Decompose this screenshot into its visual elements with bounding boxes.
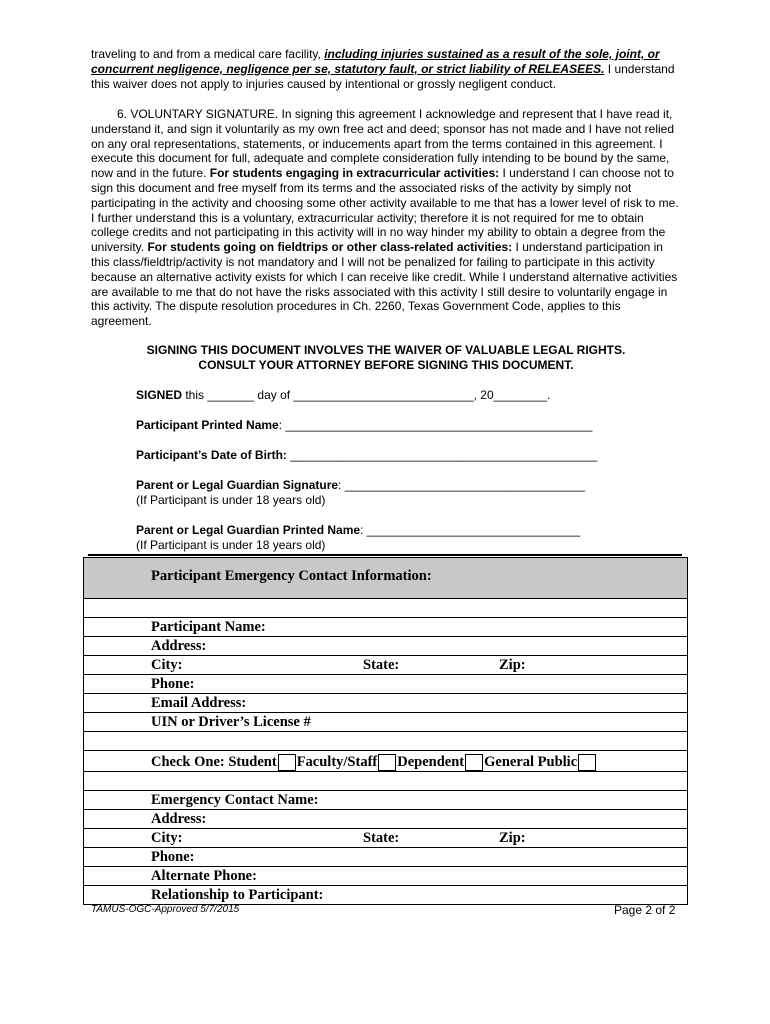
check-one-label: Check One: Student — [151, 754, 277, 770]
zip-label: Zip: — [499, 830, 526, 846]
negligence-clause: including injuries sustained as a result of the sole, joint, or concurrent negligence, negligence per se, statutory fault, or strict liability of RELEASEES. — [91, 47, 660, 76]
printed-name-label: Participant Printed Name — [136, 418, 279, 432]
table-row[interactable] — [84, 656, 688, 675]
table-row[interactable] — [84, 791, 688, 810]
city-label: City: — [151, 830, 183, 846]
table-row[interactable] — [84, 675, 688, 694]
state-label: State: — [363, 830, 400, 846]
table-row — [84, 751, 688, 772]
emergency-address-field[interactable]: Address: — [84, 810, 688, 829]
uin-license-field[interactable]: UIN or Driver’s License # — [84, 713, 688, 732]
divider — [88, 554, 682, 556]
table-row — [84, 599, 688, 618]
warning-line: SIGNING THIS DOCUMENT INVOLVES THE WAIVER OF VALUABLE LEGAL RIGHTS. — [146, 343, 626, 357]
section-text: 6. VOLUNTARY SIGNATURE. In signing this agreement I acknowledge and represent that I have read it, understand it, and sign it voluntarily as my own free act and deed; sponsor has not made and I have not relied on any oral representations, statements, or inducements apart from the terms contained in this agreement. I execute this document for full, adequate and complete consideration fully intending to be bound by the same, now and in the future. — [91, 107, 675, 181]
check-one-row — [84, 751, 688, 772]
table-row[interactable] — [84, 618, 688, 637]
table-row[interactable] — [84, 713, 688, 732]
guardian-name-blank: : ________________________________ — [360, 523, 581, 537]
table-cell — [84, 599, 688, 618]
faculty-staff-checkbox[interactable] — [378, 754, 396, 771]
signed-date-line[interactable] — [136, 388, 550, 403]
fieldtrip-heading: For students going on fieldtrips or other class-related activities: — [147, 240, 513, 255]
participant-address-field[interactable]: Address: — [84, 637, 688, 656]
under-18-note: (If Participant is under 18 years old) — [136, 493, 326, 507]
printed-name-blank: : ______________________________________________ — [278, 418, 593, 432]
waiver-paragraph-continuation — [91, 47, 681, 91]
zip-label: Zip: — [499, 657, 526, 673]
table-row[interactable] — [84, 848, 688, 867]
guardian-signature-label: Parent or Legal Guardian Signature — [136, 478, 339, 492]
table-row[interactable] — [84, 867, 688, 886]
under-18-note: (If Participant is under 18 years old) — [136, 538, 326, 552]
dob-blank: ______________________________________________ — [286, 448, 598, 462]
general-public-checkbox[interactable] — [578, 754, 596, 771]
participant-city-state-zip[interactable] — [84, 656, 688, 675]
emergency-contact-table — [83, 557, 688, 905]
city-label: City: — [151, 657, 183, 673]
dob-label: Participant’s Date of Birth: — [136, 448, 287, 462]
relationship-field[interactable]: Relationship to Participant: — [84, 886, 688, 905]
table-row[interactable] — [84, 694, 688, 713]
approval-footnote: TAMUS-OGC-Approved 5/7/2015 — [91, 904, 240, 915]
table-row[interactable] — [84, 810, 688, 829]
emergency-contact-header: Participant Emergency Contact Information: — [84, 558, 688, 599]
warning-line: CONSULT YOUR ATTORNEY BEFORE SIGNING THIS DOCUMENT. — [198, 358, 574, 372]
table-cell — [84, 732, 688, 751]
extracurricular-heading: For students engaging in extracurricular activities: — [209, 166, 500, 181]
participant-phone-field[interactable]: Phone: — [84, 675, 688, 694]
general-public-label: General Public — [484, 754, 578, 770]
page-number: Page 2 of 2 — [614, 903, 676, 917]
table-row — [84, 772, 688, 791]
emergency-contact-name-field[interactable]: Emergency Contact Name: — [84, 791, 688, 810]
section-text: I understand I can choose not to sign this document and free myself from its terms and the associated risks of the activity by simply not participating in the activity and choosing some other activity available to me that has a lower level of risk to me. I further understand this is a voluntary, extracurricular activity; therefore it is not required for me to obtain college credits and not participating in this activity will in no way hinder my ability to obtain a degree from the university. — [91, 166, 679, 255]
table-row — [84, 732, 688, 751]
section-text: I understand participation in this class/fieldtrip/activity is not mandatory and I will not be penalized for failing to participate in this activity because an alternative activity exists for which I can receive like credit. While I understand alternative activities are available to me that do not have the risks associated with this activity I still desire to voluntarily engage in this activity. The dispute resolution procedures in Ch. 2260, Texas Government Code, applies to this agreement. — [91, 240, 678, 329]
guardian-name-label: Parent or Legal Guardian Printed Name — [136, 523, 361, 537]
state-label: State: — [363, 657, 400, 673]
guardian-printed-name-line[interactable] — [136, 523, 580, 553]
participant-printed-name-line[interactable] — [136, 418, 592, 433]
student-checkbox[interactable] — [278, 754, 296, 771]
guardian-signature-line[interactable] — [136, 478, 585, 508]
dependent-label: Dependent — [397, 754, 465, 770]
table-row[interactable] — [84, 886, 688, 905]
email-address-field[interactable]: Email Address: — [84, 694, 688, 713]
table-row[interactable] — [84, 637, 688, 656]
paragraph-text: I understand this waiver does not apply to injuries caused by intentional or grossly negligent conduct. — [91, 61, 675, 91]
voluntary-signature-section — [91, 107, 681, 329]
participant-dob-line[interactable] — [136, 448, 597, 463]
faculty-staff-label: Faculty/Staff — [296, 754, 378, 770]
signed-label: SIGNED — [136, 388, 183, 402]
signed-date-blank: this _______ day of ___________________________, 20________. — [182, 388, 551, 402]
legal-rights-warning — [91, 343, 681, 373]
dependent-checkbox[interactable] — [465, 754, 483, 771]
table-cell — [84, 772, 688, 791]
table-row[interactable] — [84, 829, 688, 848]
emergency-phone-field[interactable]: Phone: — [84, 848, 688, 867]
emergency-city-state-zip[interactable] — [84, 829, 688, 848]
alternate-phone-field[interactable]: Alternate Phone: — [84, 867, 688, 886]
paragraph-text: traveling to and from a medical care facility, — [91, 47, 325, 61]
table-header-row — [84, 558, 688, 599]
participant-name-field[interactable]: Participant Name: — [84, 618, 688, 637]
guardian-signature-blank: : ____________________________________ — [338, 478, 585, 492]
